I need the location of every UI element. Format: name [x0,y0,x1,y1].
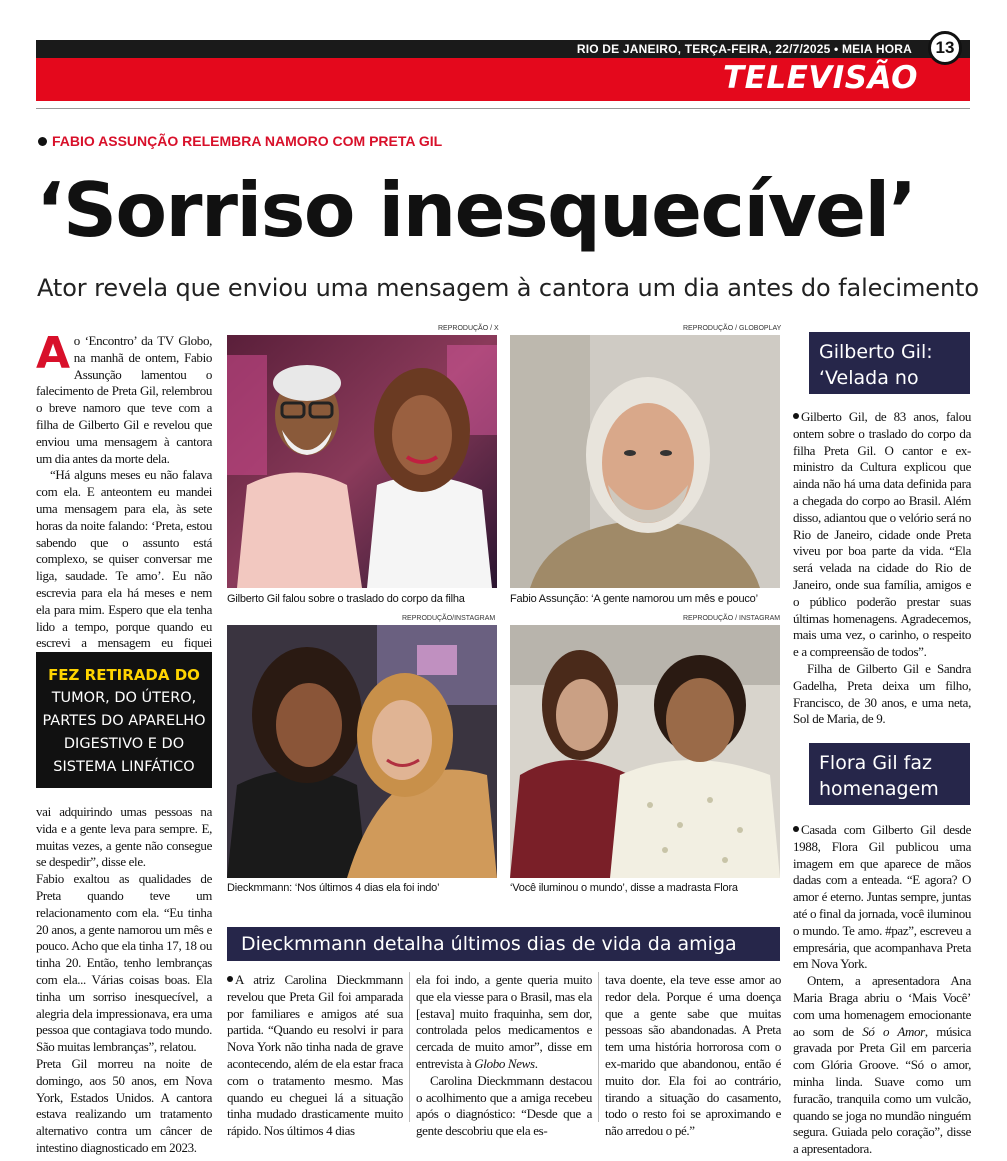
article-paragraph: Preta Gil morreu na noite de domingo, aos 50 anos, em Nova York, Estados Unidos. A cantora estava realizando um tratamento alternativo contra um câncer de intestino diagnosticado em 2023. [36,1055,212,1155]
sidebar-paragraph [793,973,971,1158]
paragraph-text: A atriz Carolina Dieckmmann revelou que Preta Gil foi amparada por familiares e amigos até sua partida. “Quando eu resolvi ir para Nova York não tinha nada de grave acontecendo, além de ela estar fraca com o tratamento mesmo. Mas quando eu cheguei lá a situação tinha mudado drasticamente muito rápido. Nos últimos 4 dias [227,972,403,1139]
paragraph-text: Gilberto Gil, de 83 anos, falou ontem sobre o traslado do corpo da filha Preta Gil. O cantor e ex-ministro da Cultura explicou que ainda não há uma data definida para a chegada do corpo ao Brasil. Além disso, adiantou que o velório será no Rio de Janeiro, cidade onde Preta viveu por boa parte da vida. “Ela será velada na cidade do Rio de Janeiro, onde sua família, amigos e o público poderão prestar suas últimas homenagens. Agradecemos, mais uma vez, o carinho, o respeito e a compreensão de todos”. [793,409,971,660]
column-divider [598,972,599,1122]
subheadline: Ator revela que enviou uma mensagem à cantora um dia antes do falecimento [37,274,979,302]
photo-caption: Fabio Assunção: ‘A gente namorou um mês e pouco’ [510,593,758,605]
section-banner [36,58,970,101]
photo-caption: Gilberto Gil falou sobre o traslado do corpo da filha [227,593,465,605]
sidebar-paragraph [793,409,971,661]
photo-fabio-image [510,335,780,588]
story-paragraph: Carolina Dieckmmann destacou o acolhimento que a amiga recebeu após o diagnóstico: “Desde que a gente descobriu que ela es- [416,1072,592,1139]
sidebar-paragraph: Filha de Gilberto Gil e Sandra Gadelha, Preta deixa um filho, Francisco, de 30 anos, e uma neta, Sol de Maria, de 9. [793,660,971,727]
article-paragraph: Fabio exaltou as qualidades de Preta quando teve um relacionamento com ela. “Eu tinha 20 anos, a gente namorou um mês e pouco. Acho que ela tinha 17, 18 ou tinha 20. Então, tenho lembranças com ela... Várias coisas boas. Ela tinha um sorriso inesquecível, a alegria dela impressionava, era uma pessoa que contagiava todo mundo. São muitas lembranças”, relatou. [36,871,212,1055]
article-column-1 [36,328,212,669]
sidebar-title-flora: Flora Gil faz homenagem [809,743,970,805]
paragraph-text: , música gravada por Preta Gil em parceria com Glória Groove. “Só o amor, minha linda. Suave como um furacão, tranquila como um vulcão, quando se joga no mundão ninguém segura. Guiada pelo coração”, disse a apresentadora. [793,1023,971,1157]
bullet-icon [793,413,799,419]
story-paragraph [227,972,403,1140]
emphasis: Só o Amor [862,1023,925,1039]
paragraph-text: Ontem, a apresentadora Ana Maria Braga abriu o ‘Mais Você’ com uma homenagem emocionante ao som de [793,973,971,1039]
photo-credit: REPRODUÇÃO/INSTAGRAM [402,615,496,622]
photo-gilberto-preta-image [227,335,497,588]
emphasis: Globo News [474,1055,535,1071]
photo-flora-preta-image [510,625,780,878]
photo-gilberto-preta [227,335,497,588]
drop-cap: A [36,328,70,379]
story-column-3 [605,972,781,1140]
photo-dieckmmann-preta-image [227,625,497,878]
kicker-text: FABIO ASSUNÇÃO RELEMBRA NAMORO COM PRETA GIL [52,133,443,149]
article-paragraph: vai adquirindo umas pessoas na vida e a gente leva para sempre. E, muitas vezes, a gente não consegue se despedir”, disse ele. [36,804,212,870]
pull-quote [36,652,212,788]
paragraph-text: Casada com Gilberto Gil desde 1988, Flora Gil publicou uma imagem em que aparece de mãos dadas com a enteada. “E agora? O amor é eterno. Juntas sempre, juntas até o final da jornada, você iluminou o mundo. Te amo. #paz”, escreveu a empresária, que acompanhava Preta em Nova York. [793,822,972,972]
header-rule [36,108,970,109]
section-title: TELEVISÃO [723,60,918,96]
dateline: RIO DE JANEIRO, TERÇA-FEIRA, 22/7/2025 • MEIA HORA [576,42,912,56]
page-number: 13 [928,31,962,65]
article-paragraph [36,328,212,467]
sidebar-paragraph [793,822,971,973]
story-paragraph: ela foi indo, a gente queria muito que ela viesse para o Brasil, mas ela [estava] muito fraquinha, sem dor, controlada pelos medicamentos e cercada de muito amor”, disse em entrevista à Globo News. [416,972,592,1071]
photo-dieckmmann-preta [227,625,497,878]
bullet-icon [227,976,233,982]
pull-quote-highlight: FEZ RETIRADA DO [48,666,200,684]
sidebar-title-gilberto: Gilberto Gil: ‘Velada no Rio’ [809,332,970,394]
pull-quote-text: TUMOR, DO ÚTERO, PARTES DO APARELHO DIGESTIVO E DO SISTEMA LINFÁTICO [42,690,206,775]
story-paragraph: tava doente, ela teve esse amor ao redor dela. Porque é uma doença que a gente sabe que muitas pessoas são abandonadas. A Preta tem uma história horrorosa com o ex-marido que abandonou, então é muito dor. Ela foi ao contrário, tirando a situação do casamento, todo o resto foi se aproximando e não arredou o pé.” [605,972,781,1139]
kicker [38,133,442,149]
photo-credit: REPRODUÇÃO / GLOBOPLAY [683,325,782,332]
paragraph-text: o ‘Encontro’ da TV Globo, na manhã de ontem, Fabio Assunção lamentou o falecimento de Preta Gil, relembrou o breve namoro que teve com a filha de Gilberto Gil e revelou que enviou uma mensagem à cantora um dia antes da morte dela. [36,333,212,466]
bullet-icon [38,137,47,146]
photo-credit: REPRODUÇÃO / X [438,325,499,332]
bullet-icon [793,826,799,832]
top-bar [36,40,970,58]
article-column-1-continued [36,804,212,1157]
story-column-2 [416,972,592,1140]
photo-fabio [510,335,780,588]
article-paragraph: “Há alguns meses eu não falava com ela. E anteontem eu mandei uma mensagem para ela, às sete horas da noite falando: ‘Preta, estou sabendo que o assunto está complexo, se quiser conversar me liga, saudade. Te amo’. Eu não escrevia para ela há meses e nem ela para mim. Espero que ela tenha lido a tempo, porque quando eu escrevi a mensagem eu fiquei [36,467,212,651]
sidebar-gilberto [793,409,971,728]
paragraph-text: ela foi indo, a gente queria muito que ela viesse para o Brasil, mas ela [estava] muito fraquinha, sem dor, controlada pelos medicamentos e cercada de muito amor”, disse em entrevista à [416,972,592,1071]
photo-caption: ‘Você iluminou o mundo’, disse a madrasta Flora [510,882,738,894]
story-column-1 [227,972,403,1140]
sidebar-flora [793,822,971,1158]
column-divider [409,972,410,1122]
photo-flora-preta [510,625,780,878]
photo-caption: Dieckmmann: ‘Nos últimos 4 dias ela foi indo’ [227,882,440,894]
photo-credit: REPRODUÇÃO / INSTAGRAM [683,615,781,622]
story-title: Dieckmmann detalha últimos dias de vida da amiga [227,927,780,961]
headline: ‘Sorriso inesquecível’ [36,166,916,254]
